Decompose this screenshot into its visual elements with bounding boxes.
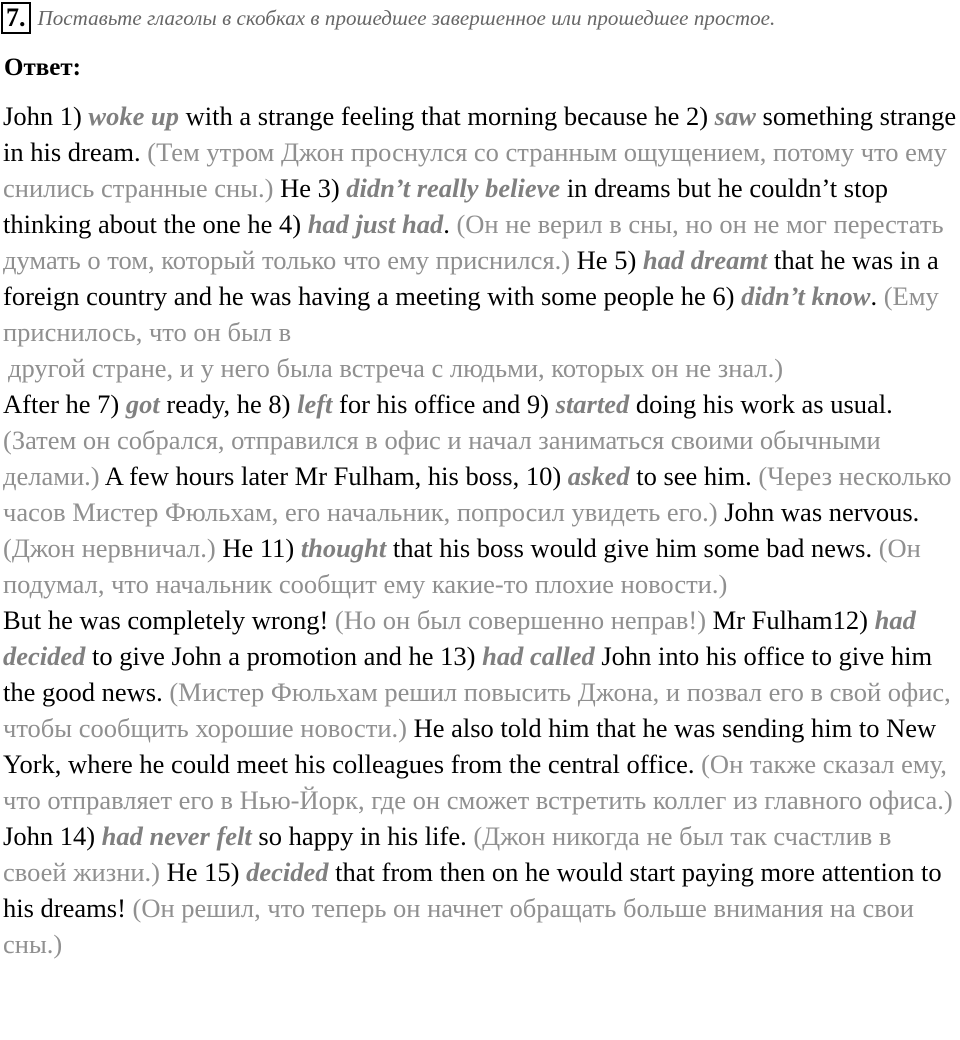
text-segment: He 5): [570, 245, 643, 275]
translation-continuation: [3, 350, 958, 386]
text-segment: He also told him that he was sending him to New York, where he could meet his colleagues from the central office.: [3, 713, 937, 779]
verb-answer-3: didn’t really believe: [346, 173, 561, 203]
text-segment: John was nervous.: [717, 497, 920, 527]
exercise-header: [0, 2, 775, 34]
exercise-task: Поставьте глаголы в скобках в прошедшее завершенное или прошедшее простое.: [37, 5, 776, 30]
text-segment: that his boss would give him some bad news.: [386, 533, 879, 563]
translation: (Через несколько часов Мистер Фюльхам, его начальник, попросил увидеть его.): [3, 461, 952, 527]
translation: (Мистер Фюльхам решил повысить Джона, и позвал его в свой офис, чтобы сообщить хорошие новости.): [3, 677, 951, 743]
text-segment: so happy in his life.: [251, 821, 474, 851]
verb-answer-14: had never felt: [101, 821, 252, 851]
verb-answer-1: woke up: [88, 101, 179, 131]
text-segment: that from then on he would start paying more attention to his dreams!: [3, 857, 942, 923]
verb-answer-2: saw: [714, 101, 756, 131]
text-segment: A few hours later Mr Fulham, his boss, 10): [99, 461, 568, 491]
text-segment: to see him.: [629, 461, 759, 491]
translation: (Он решил, что теперь он начнет обращать больше внимания на свои сны.): [3, 893, 914, 959]
translation: (Джон нервничал.): [3, 533, 216, 563]
text-segment: John into his office to give him the good news.: [3, 641, 933, 707]
translation: другой стране, и у него была встреча с людьми, которых он не знал.): [8, 353, 784, 383]
translation: (Джон никогда не был так счастлив в своей жизни.): [3, 821, 892, 887]
answer-text: [3, 98, 958, 962]
text-segment: ready, he 8): [159, 389, 298, 419]
translation: (Он также сказал ему, что отправляет его в Нью-Йорк, где он сможет встретить коллег из главного офиса.): [3, 749, 953, 815]
text-segment: with a strange feeling that morning because he 2): [178, 101, 715, 131]
text-segment: to give John a promotion and he 13): [85, 641, 483, 671]
text-segment: After he 7): [3, 389, 126, 419]
translation: (Он подумал, что начальник сообщит ему какие-то плохие новости.): [3, 533, 921, 599]
text-segment: for his office and 9): [332, 389, 556, 419]
paragraph-4: [3, 818, 958, 962]
answer-label: Ответ:: [4, 54, 81, 81]
paragraph-1: [3, 98, 958, 350]
paragraph-3: [3, 602, 958, 818]
verb-answer-8: left: [297, 389, 333, 419]
text-segment: He 11): [215, 533, 301, 563]
text-segment: He 3): [273, 173, 347, 203]
text-segment: Mr Fulham12): [706, 605, 875, 635]
verb-answer-10: asked: [567, 461, 630, 491]
translation: (Ему приснилось, что он был в: [3, 281, 939, 347]
text-segment: that he was in a foreign country and he was having a meeting with some people he 6): [3, 245, 939, 311]
text-segment: in dreams but he couldn’t stop thinking about the one he 4): [3, 173, 888, 239]
verb-answer-12: had decided: [3, 605, 916, 671]
text-segment: .: [443, 209, 457, 239]
text-segment: something strange in his dream.: [3, 101, 957, 167]
exercise-number: 7.: [1, 2, 31, 34]
translation: (Но он был совершенно неправ!): [334, 605, 707, 635]
verb-answer-13: had called: [482, 641, 595, 671]
verb-answer-5: had dreamt: [642, 245, 768, 275]
translation: (Тем утром Джон проснулся со странным ощущением, потому что ему снились странные сны.): [3, 137, 947, 203]
verb-answer-7: got: [125, 389, 160, 419]
verb-answer-6: didn’t know: [741, 281, 871, 311]
verb-answer-4: had just had: [307, 209, 444, 239]
text-segment: John 1): [3, 101, 89, 131]
text-segment: But he was completely wrong!: [3, 605, 335, 635]
translation: (Он не верил в сны, но он не мог перестать думать о том, который только что ему приснился.): [3, 209, 944, 275]
verb-answer-15: decided: [246, 857, 329, 887]
text-segment: John 14): [3, 821, 102, 851]
verb-answer-11: thought: [300, 533, 387, 563]
text-segment: He 15): [160, 857, 247, 887]
text-segment: .: [870, 281, 884, 311]
paragraph-2: [3, 386, 958, 602]
verb-answer-9: started: [555, 389, 630, 419]
text-segment: doing his work as usual.: [629, 389, 893, 419]
translation: (Затем он собрался, отправился в офис и начал заниматься своими обычными делами.): [3, 425, 881, 491]
